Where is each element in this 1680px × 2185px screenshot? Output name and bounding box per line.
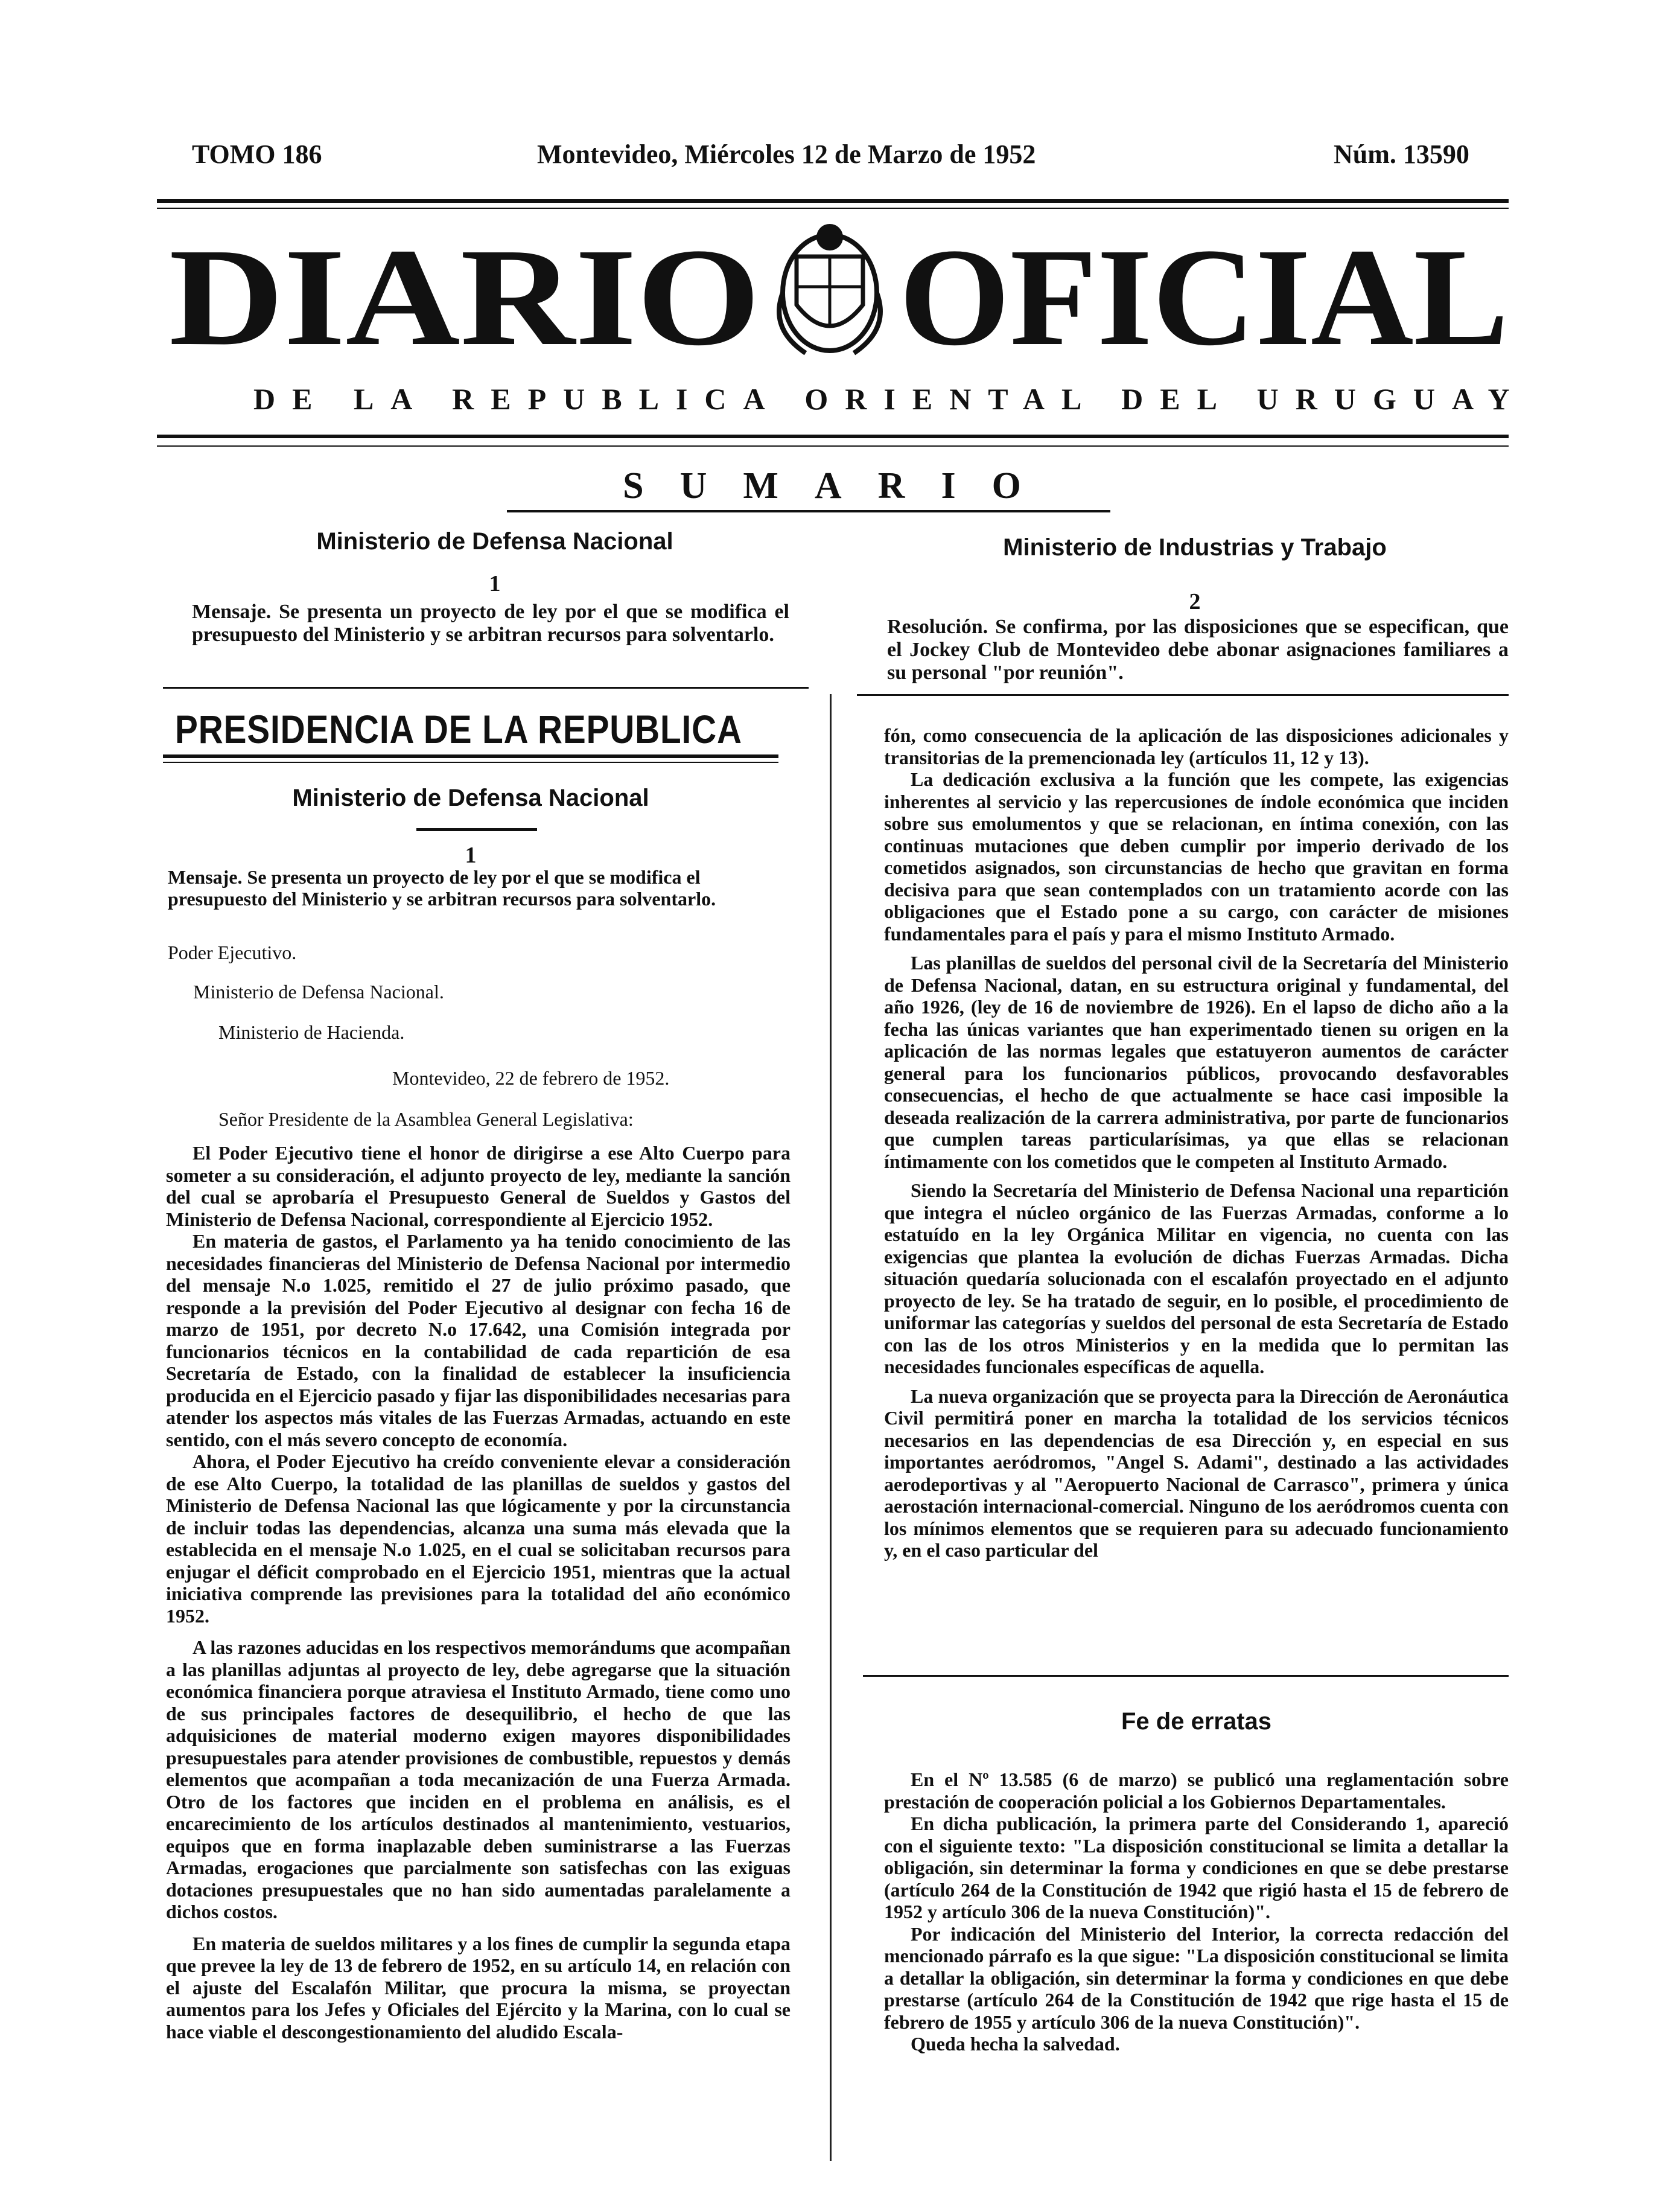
left-paragraph: En materia de sueldos militares y a los fines de cumplir la segunda etapa que prevee la ley de 13 de febrero de 1952, en su artículo 14, en relación con el ajuste del Escalafón Militar, que procura la misma, se proyectan aumentos para los Jefes y Oficiales del Ejército y la Marina, con lo cual se hace viable el descongestionamiento del aludido Escala- xyxy=(166,1932,791,2043)
masthead-title xyxy=(157,223,1521,362)
erratas-title: Fe de erratas xyxy=(1121,1708,1272,1735)
presidencia-rule-thin xyxy=(163,762,778,763)
coat-of-arms-icon xyxy=(779,224,880,353)
presidencia-number: 1 xyxy=(465,843,477,868)
ministry-line-2: Ministerio de Hacienda. xyxy=(218,1021,405,1043)
right-paragraph: Las planillas de sueldos del personal civil de la Secretaría del Ministerio de Defensa Nacional, datan, en su estructura original y fundamental, del año 1926, (ley de 16 de noviembre de 1926). En el lapso de dicho año a la fecha las únicas variantes que han experimentado tienen su origen en la aplicación de las normas legales que estatuyeron aumentos de carácter general para los funcionarios públicos, provocando desfavorables consecuencias, el hecho de que actualmente se hace casi imposible la deseada realización de la carrera administrativa, por parte de funcionarios que cumplen tareas particularísimas, ya que ellas se relacionan íntimamente con los cometidos que le competen al Instituto Armado. xyxy=(884,952,1509,1172)
column-divider xyxy=(830,694,832,2161)
presidencia-title: PRESIDENCIA DE LA REPUBLICA xyxy=(175,707,742,751)
masthead-left-word: DIARIO xyxy=(169,223,760,362)
salutation: Señor Presidente de la Asamblea General Legislativa: xyxy=(218,1108,634,1130)
sumario-right-bottom-rule xyxy=(857,694,1509,696)
message-lead: Mensaje. xyxy=(168,866,243,888)
sumario-left-ministry: Ministerio de Defensa Nacional xyxy=(316,528,673,555)
right-column-body xyxy=(884,724,1509,1561)
erratas-paragraph: En dicha publicación, la primera parte del Considerando 1, apareció con el siguiente texto: "La disposición constitucional se limita a detallar la obligación, sin determinar la forma y condiciones en que se debe prestarse (artículo 264 de la Constitución de 1942 que rigió hasta el 15 de febrero de 1952 y artículo 306 de la nueva Constitución)". xyxy=(884,1813,1509,1922)
masthead-subtitle: DE LA REPUBLICA ORIENTAL DEL URUGUAY xyxy=(253,382,1527,416)
sumario-right-number: 2 xyxy=(1189,589,1201,614)
sumario-left-bottom-rule xyxy=(163,687,809,689)
sumario-left-text: Mensaje. Se presenta un proyecto de ley por el que se modifica el presupuesto del Ministerio y se arbitran recursos para solventarlo. xyxy=(192,601,789,646)
right-paragraph: La dedicación exclusiva a la función que les compete, las exigencias inherentes al servicio y las repercusiones de índole económica que inciden sobre sus emolumentos y que se relacionan, en íntima conexión, con las continuas mutaciones que deben cumplir por imperio derivado de los cometidos asignados, son circunstancias de hecho que gravitan en forma decisiva para que sean contemplados con un tratamiento acorde con las obligaciones que el Estado pone a su cargo, con carácter de misiones fundamentales para el país y para el mismo Instituto Armado. xyxy=(884,768,1509,945)
sumario-title: SUMARIO xyxy=(623,465,1057,506)
left-column-body xyxy=(166,1142,791,2043)
erratas-paragraph: En el Nº 13.585 (6 de marzo) se publicó una reglamentación sobre prestación de cooperación policial a los Gobiernos Departamentales. xyxy=(884,1769,1509,1813)
message-text: Se presenta un proyecto de ley por el que se modifica el presupuesto del Ministerio y se arbitran recursos para solventarlo. xyxy=(168,866,716,910)
erratas-paragraph: Por indicación del Ministerio del Interior, la correcta redacción del mencionado párrafo es la que sigue: "La disposición constitucional se limita a detallar la obligación, sin determinar la forma y condiciones en que debe prestarse (artículo 264 de la Constitución de 1942 que rige hasta el 15 de febrero de 1955 y artículo 306 de la nueva Constitución)". xyxy=(884,1922,1509,2033)
left-paragraph: Ahora, el Poder Ejecutivo ha creído conveniente elevar a consideración de ese Alto Cuerpo, la totalidad de las planillas de sueldos y gastos del Ministerio de Defensa Nacional las que lógicamente y por la circunstancia de incluir todas las dependencias, alcanza una suma más elevada que la establecida en el mensaje N.o 1.025, en el cual se solicitaban recursos para enjugar el déficit comprobado en el Ejercicio 1951, mientras que la actual iniciativa comprende las previsiones para la totalidad del año económico 1952. xyxy=(166,1450,791,1627)
sumario-underline xyxy=(507,510,1110,512)
erratas-paragraph: Queda hecha la salvedad. xyxy=(911,2033,1120,2055)
sumario-right-text: Resolución. Se confirma, por las disposiciones que se especifican, que el Jockey Club de Montevideo debe abonar asignaciones familiares a su personal "por reunión". xyxy=(887,616,1509,684)
sumario-right-ministry: Ministerio de Industrias y Trabajo xyxy=(1003,534,1387,561)
ministry-underline xyxy=(416,828,537,831)
right-paragraph: fón, como consecuencia de la aplicación de las disposiciones adicionales y transitorias de la premencionada ley (artículos 11, 12 y 13). xyxy=(884,724,1509,768)
masthead-rule xyxy=(157,435,1509,438)
right-paragraph: Siendo la Secretaría del Ministerio de Defensa Nacional una repartición que integra el núcleo orgánico de las Fuerzas Armadas, conforme a lo estatuído en la ley Orgánica Militar en vigencia, no cuenta con las exigencias que plantea la evolución de dichas Fuerzas Armadas. Dicha situación quedaría solucionada con el escalafón proyectado en el adjunto proyecto de ley. Se ha tratado de seguir, en lo posible, el procedimiento de uniformar las categorías y sueldos del personal de esta Secretaría de Estado con las de los otros Ministerios y en la medida que lo permitan las necesidades funcionales específicas de aquella. xyxy=(884,1179,1509,1377)
poder-ejecutivo: Poder Ejecutivo. xyxy=(168,942,297,963)
right-paragraph: La nueva organización que se proyecta para la Dirección de Aeronáutica Civil permitirá poner en marcha la totalidad de los servicios técnicos necesarios en las dependencias de esa Dirección y, en especial en sus importantes aeródromos, "Angel S. Adami", destinado a las actividades aerodeportivas y al "Aeropuerto Nacional de Carrasco", primera y única aerostación internacional-comercial. Ninguno de los aeródromos cuenta con los mínimos elementos que se requieren para su adecuado funcionamiento y, en el caso particular del xyxy=(884,1385,1509,1561)
left-paragraph: El Poder Ejecutivo tiene el honor de dirigirse a ese Alto Cuerpo para someter a su consideración, el adjunto proyecto de ley, mediante la sanción del cual se aprobaría el Presupuesto General de Sueldos y Gastos del Ministerio de Defensa Nacional, correspondiente al Ejercicio 1952. xyxy=(166,1142,791,1230)
header-rule xyxy=(157,199,1509,203)
erratas-body xyxy=(884,1769,1509,2055)
sumario-left-number: 1 xyxy=(489,571,501,596)
left-paragraph: En materia de gastos, el Parlamento ya ha tenido conocimiento de las necesidades financieras del Ministerio de Defensa Nacional por intermedio del mensaje N.o 1.025, remitido el 27 de julio próximo pasado, que responde a la previsión del Poder Ejecutivo al designar con fecha 16 de marzo de 1951, por decreto N.o 17.642, una Comisión integrada por funcionarios técnicos en la contabilidad de cada repartición de esa Secretaría de Estado, con la finalidad de establecer la insuficiencia producida en el Ejercicio pasado y fijar las disponibilidades necesarias para atender los aspectos más vitales de las Fuerzas Armadas, actuando en este sentido, con el más severo concepto de economía. xyxy=(166,1230,791,1450)
header-rule-thin xyxy=(157,208,1509,209)
tomo-label: TOMO 186 xyxy=(192,139,322,169)
masthead-right-word: OFICIAL xyxy=(899,223,1509,362)
presidencia-ministry: Ministerio de Defensa Nacional xyxy=(292,785,649,811)
place-date: Montevideo, 22 de febrero de 1952. xyxy=(392,1067,670,1089)
presidencia-message xyxy=(168,866,789,910)
left-paragraph: A las razones aducidas en los respectivos memorándums que acompañan a las planillas adjuntas al proyecto de ley, debe agregarse que la situación económica financiera porque atraviesa el Instituto Armado, tiene como uno de sus principales factores de desequilibrio, el hecho de que las adquisiciones de material moderno exigen mayores disponibilidades presupuestales para atender provisiones de combustible, repuestos y demás elementos que acompañan a toda mecanización de una Fuerza Armada. Otro de los factores que inciden en el problema en análisis, es el encarecimiento de los artículos destinados al mantenimiento, vestuarios, equipos que en forma inaplazable deben suministrarse a las Fuerzas Armadas, erogaciones que parcialmente son satisfechas con las exiguas dotaciones presupuestales que no han sido aumentadas paralelamente a dichos costos. xyxy=(166,1636,791,1922)
issue-date: Montevideo, Miércoles 12 de Marzo de 1952 xyxy=(537,139,1036,169)
ministry-line-1: Ministerio de Defensa Nacional. xyxy=(193,981,444,1003)
masthead-rule-thin xyxy=(157,445,1509,447)
erratas-top-rule xyxy=(863,1675,1509,1677)
issue-number: Núm. 13590 xyxy=(1334,139,1469,169)
presidencia-rule xyxy=(163,754,778,758)
